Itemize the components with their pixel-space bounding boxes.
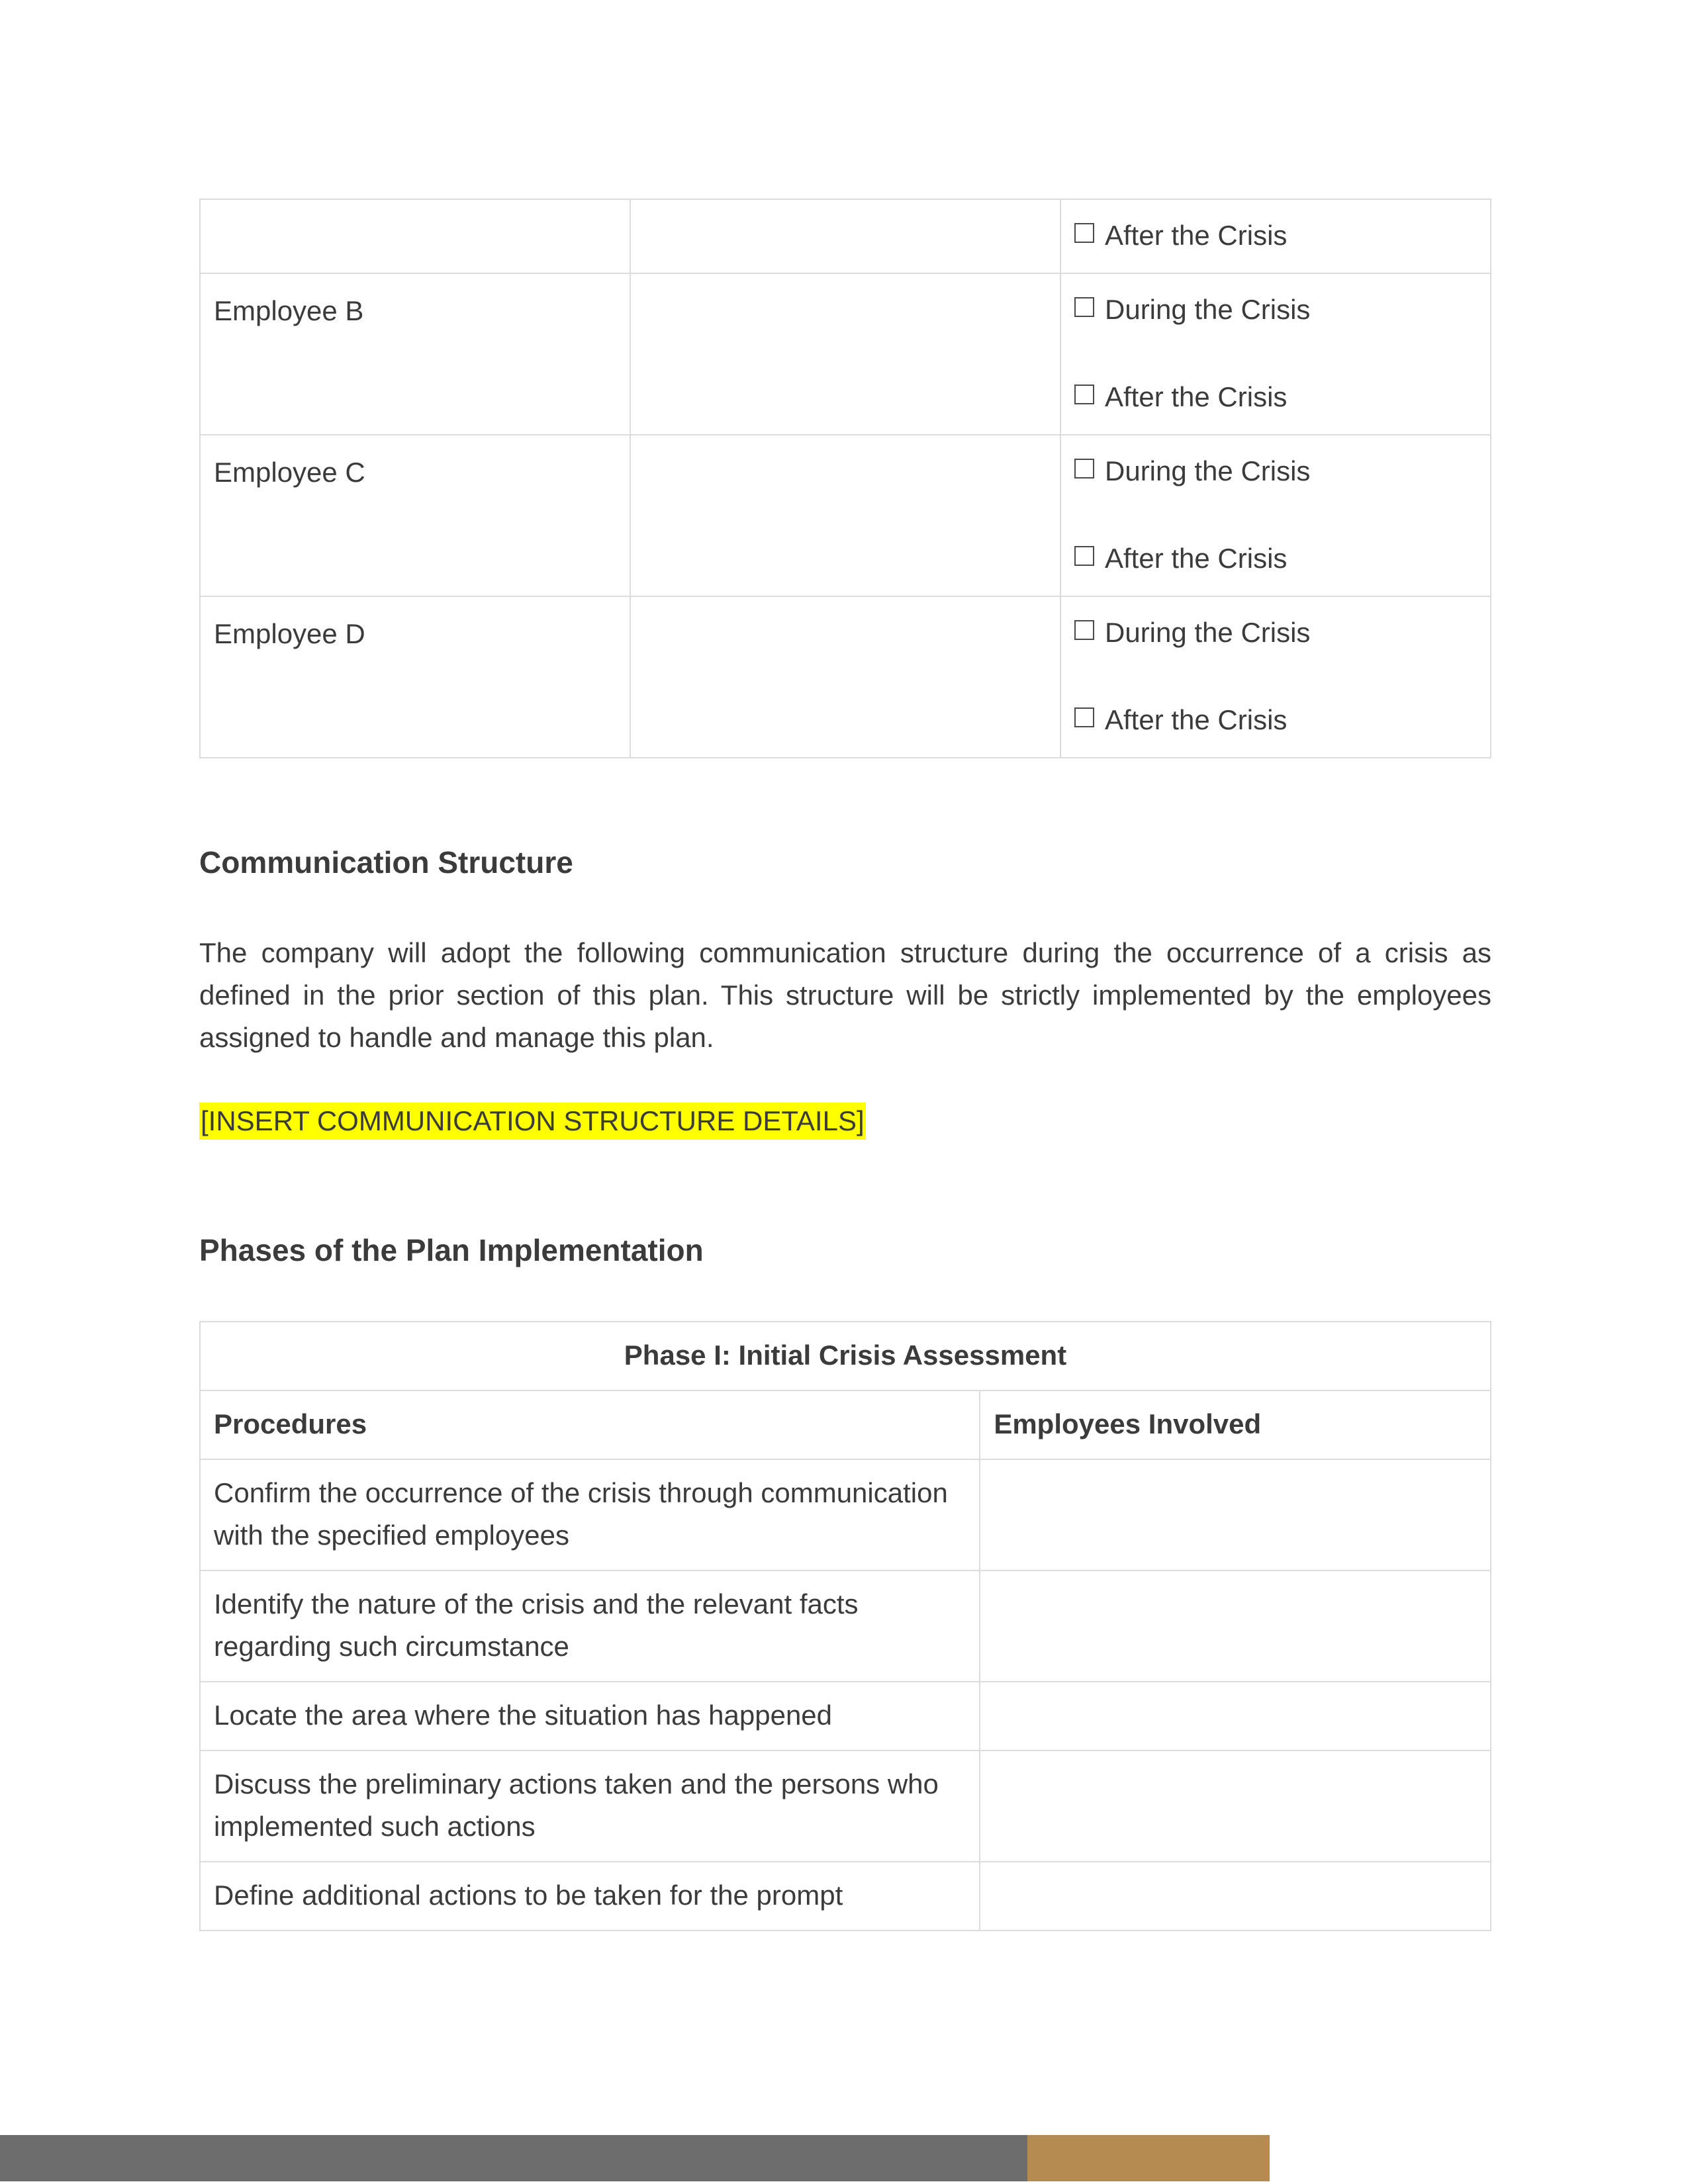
checkbox-icon[interactable]	[1074, 459, 1094, 478]
table-row	[200, 1570, 1491, 1682]
employee-cell	[200, 273, 630, 435]
details-cell[interactable]	[630, 199, 1060, 273]
timing-cell	[1060, 199, 1491, 273]
procedure-cell: Discuss the preliminary actions taken and the persons who implemented such actions	[200, 1751, 980, 1862]
employee-timing-table	[199, 199, 1491, 758]
timing-cell	[1060, 435, 1491, 596]
checkbox-icon[interactable]	[1074, 223, 1094, 243]
table-row	[200, 1862, 1491, 1931]
checkbox-icon[interactable]	[1074, 385, 1094, 404]
procedure-cell: Locate the area where the situation has happened	[200, 1682, 980, 1751]
timing-option[interactable]	[1074, 376, 1477, 418]
employee-cell	[200, 435, 630, 596]
table-row	[200, 199, 1491, 273]
timing-option[interactable]	[1074, 289, 1477, 331]
communication-placeholder[interactable]: [INSERT COMMUNICATION STRUCTURE DETAILS]	[199, 1103, 866, 1140]
employees-cell[interactable]	[980, 1682, 1491, 1751]
table-header-row	[200, 1390, 1491, 1459]
timing-option-label: After the Crisis	[1105, 543, 1288, 574]
employees-cell[interactable]	[980, 1862, 1491, 1931]
table-row	[200, 273, 1491, 435]
timing-option-label: During the Crisis	[1105, 455, 1311, 486]
employee-name	[214, 200, 616, 216]
phase-table	[199, 1321, 1491, 1931]
table-row	[200, 1751, 1491, 1862]
phases-heading: Phases of the Plan Implementation	[199, 1233, 704, 1267]
checkbox-icon[interactable]	[1074, 620, 1094, 640]
employee-cell	[200, 199, 630, 273]
table-row	[200, 596, 1491, 758]
details-cell[interactable]	[630, 435, 1060, 596]
column-header-procedures: Procedures	[200, 1390, 980, 1459]
column-header-employees: Employees Involved	[980, 1390, 1491, 1459]
details-cell[interactable]	[630, 596, 1060, 758]
employees-cell[interactable]	[980, 1459, 1491, 1570]
details-cell[interactable]	[630, 273, 1060, 435]
employees-cell[interactable]	[980, 1570, 1491, 1682]
employee-name: Employee B	[214, 295, 364, 326]
timing-option[interactable]	[1074, 537, 1477, 580]
timing-option-label: After the Crisis	[1105, 220, 1288, 251]
employees-cell[interactable]	[980, 1751, 1491, 1862]
footer-bar-gold	[1027, 2135, 1270, 2181]
employee-cell	[200, 596, 630, 758]
communication-structure-heading: Communication Structure	[199, 845, 573, 880]
timing-option[interactable]	[1074, 612, 1477, 654]
footer-bar-gray	[0, 2135, 1027, 2181]
checkbox-icon[interactable]	[1074, 707, 1094, 727]
timing-option-label: During the Crisis	[1105, 617, 1311, 648]
timing-option[interactable]	[1074, 450, 1477, 492]
employee-name: Employee C	[214, 457, 365, 488]
timing-cell	[1060, 273, 1491, 435]
timing-cell	[1060, 596, 1491, 758]
timing-option-label: During the Crisis	[1105, 294, 1311, 325]
procedure-cell: Identify the nature of the crisis and the relevant facts regarding such circumstance	[200, 1570, 980, 1682]
table-row	[200, 1459, 1491, 1570]
timing-option-label: After the Crisis	[1105, 381, 1288, 412]
employee-name: Employee D	[214, 618, 365, 649]
phase-title: Phase I: Initial Crisis Assessment	[200, 1322, 1491, 1390]
communication-paragraph: The company will adopt the following communication structure during the occurrence of a crisis as defined in the prior section of this plan. This structure will be strictly implemented by the employees assigned to handle and manage this plan.	[199, 937, 1491, 1053]
checkbox-icon[interactable]	[1074, 546, 1094, 566]
table-row	[200, 435, 1491, 596]
procedure-cell: Confirm the occurrence of the crisis through communication with the specified employees	[200, 1459, 980, 1570]
procedure-cell: Define additional actions to be taken for the prompt	[200, 1862, 980, 1931]
timing-option[interactable]	[1074, 699, 1477, 741]
table-title-row	[200, 1322, 1491, 1390]
table-row	[200, 1682, 1491, 1751]
timing-option-label: After the Crisis	[1105, 704, 1288, 735]
checkbox-icon[interactable]	[1074, 297, 1094, 317]
timing-option[interactable]	[1074, 214, 1477, 257]
